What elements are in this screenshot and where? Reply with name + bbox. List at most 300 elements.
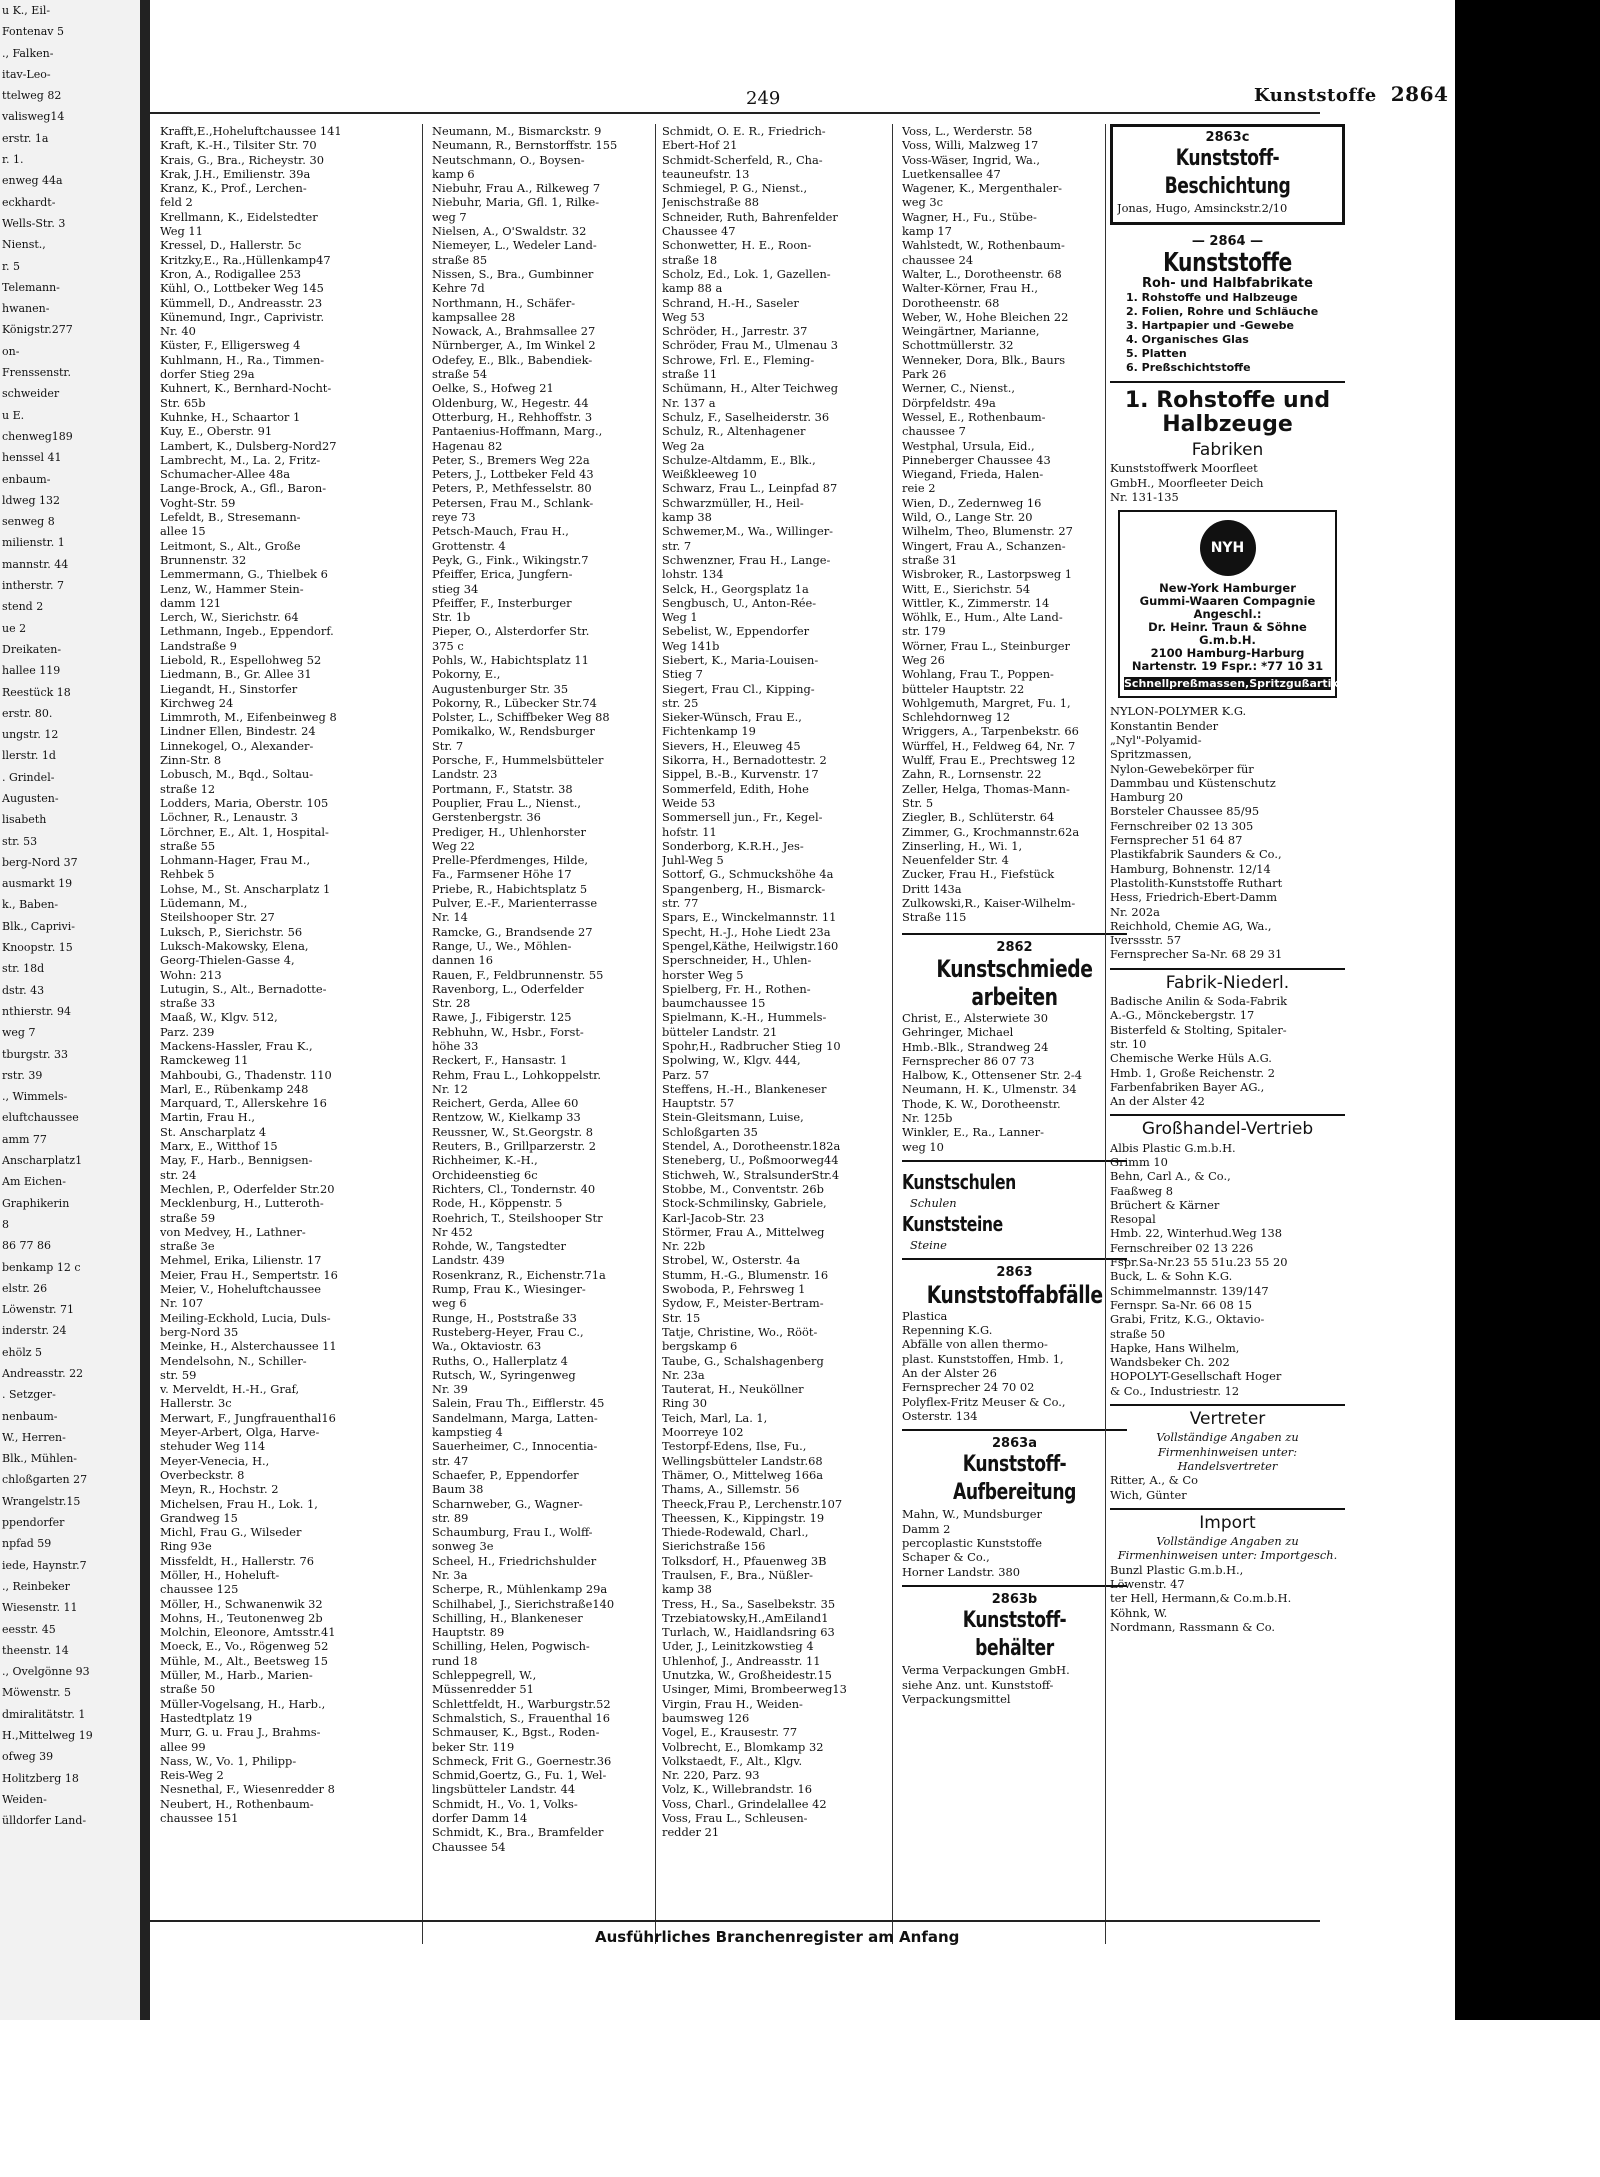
section-title: Kunstschulen	[902, 1169, 1016, 1194]
list-item: Wahlstedt, W., Rothenbaum-	[902, 238, 1065, 253]
list-item: Niebuhr, Frau A., Rilkeweg 7	[432, 181, 601, 196]
list-item: Weingärtner, Marianne,	[902, 324, 1040, 339]
list-item: lisabeth	[2, 813, 47, 827]
list-item: Uder, J., Leinitzkowstieg 4	[662, 1639, 814, 1654]
list-item: Lutugin, S., Alt., Bernadotte-	[160, 981, 327, 996]
list-item: Verpackungsmittel	[902, 1691, 1011, 1706]
list-item: Krafft,E.,Hoheluftchaussee 141	[160, 124, 342, 138]
list-item: Kuhlmann, H., Ra., Timmen-	[160, 352, 325, 367]
list-item: Pulver, E.-F., Marienterrasse	[432, 896, 598, 911]
list-item: lingsbütteler Landstr. 44	[432, 1782, 576, 1797]
list-item: Gehringer, Michael	[902, 1025, 1014, 1040]
list-item: & Co., Industriestr. 12	[1110, 1383, 1240, 1398]
list-item: Meier, Frau H., Sempertstr. 16	[160, 1267, 338, 1282]
list-item: on-	[2, 344, 20, 358]
list-item: Horner Landstr. 380	[902, 1564, 1020, 1579]
list-item: str. 25	[662, 695, 699, 710]
list-item: Nr. 23a	[662, 1367, 705, 1382]
list-item: Neuenfelder Str. 4	[902, 853, 1009, 868]
list-item: Volbrecht, E., Blomkamp 32	[662, 1739, 824, 1754]
list-item: Scheel, H., Friedrichshulder	[432, 1553, 597, 1568]
list-item: Köhnk, W.	[1110, 1605, 1168, 1620]
list-item: Tolksdorf, H., Pfauenweg 3B	[662, 1553, 827, 1568]
section-title: Kunststoffe	[1163, 247, 1292, 278]
advertisement	[1118, 510, 1350, 698]
list-item: ppendorfer	[2, 1516, 65, 1530]
list-item: Am Eichen-	[2, 1175, 66, 1189]
list-item: Wien, D., Zedernweg 16	[902, 495, 1042, 510]
list-item: Spielberg, Fr. H., Rothen-	[662, 981, 811, 996]
list-item: Str. 5	[902, 795, 934, 810]
list-item: Telemann-	[2, 280, 60, 294]
list-item: Voss-Wäser, Ingrid, Wa.,	[902, 152, 1040, 167]
list-item: Sommerfeld, Edith, Hohe	[662, 781, 809, 796]
section-title: Kunstschmiede arbeiten	[936, 954, 1093, 1011]
list-item: Fichtenkamp 19	[662, 724, 756, 739]
list-item: Schmeck, Frit G., Goernestr.36	[432, 1753, 612, 1768]
list-item: reye 73	[432, 510, 476, 525]
section-subtitle: Roh- und Halbfabrikate	[1142, 275, 1313, 291]
list-item: Andreasstr. 22	[2, 1367, 84, 1380]
list-item: Blk., Mühlen-	[2, 1452, 78, 1466]
list-item: allee 99	[160, 1739, 206, 1754]
list-item: reie 2	[902, 481, 936, 496]
list-item: An der Alster 42	[1110, 1094, 1205, 1109]
list-item: Plastolith-Kunststoffe Ruthart	[1110, 875, 1283, 890]
list-item: straße 33	[160, 996, 216, 1011]
list-item: Krais, G., Bra., Richeystr. 30	[160, 152, 324, 167]
list-item: damm 121	[160, 595, 222, 610]
page-number: 249	[746, 88, 781, 109]
list-item: Rohde, W., Tangstedter	[432, 1239, 566, 1254]
list-item: Overbeckstr. 8	[160, 1467, 245, 1482]
list-item: Zeller, Helga, Thomas-Mann-	[902, 781, 1070, 796]
list-item: Westphal, Ursula, Eid.,	[902, 438, 1035, 453]
section-title: 1. Rohstoffe und Halbzeuge	[1124, 388, 1331, 438]
section-title: Kunststeine	[902, 1212, 1003, 1237]
list-item: Str. 65b	[160, 395, 206, 410]
list-item: Möller, H., Schwanenwik 32	[160, 1596, 323, 1611]
list-item: Runge, H., Poststraße 33	[432, 1310, 577, 1325]
list-item: Fspr.Sa-Nr.23 55 51u.23 55 20	[1110, 1255, 1288, 1270]
list-item: Reussner, W., St.Georgstr. 8	[432, 1124, 593, 1139]
previous-page-edge	[0, 0, 140, 2020]
list-item: Hmb. 1, Große Reichenstr. 2	[1110, 1065, 1275, 1080]
list-item: Nissen, S., Bra., Gumbinner	[432, 266, 594, 281]
list-item: Vogel, E., Krausestr. 77	[662, 1725, 798, 1740]
list-item: Rosenkranz, R., Eichenstr.71a	[432, 1267, 606, 1282]
list-item: eluftchaussee	[2, 1111, 79, 1125]
list-item: k., Baben-	[2, 898, 59, 912]
list-item: weg 10	[902, 1139, 944, 1154]
list-item: enbaum-	[2, 472, 51, 486]
list-item: Schmidt, O. E. R., Friedrich-	[662, 124, 826, 138]
list-item: ülldorfer Land-	[2, 1814, 87, 1828]
section-title: Fabrik-Niederl.	[1165, 972, 1290, 993]
list-item: Kuy, E., Oberstr. 91	[160, 424, 273, 439]
list-item: 1. Rohstoffe und Halbzeuge	[1126, 291, 1298, 305]
list-item: Graphikerin	[2, 1196, 70, 1210]
list-item: Fernsprecher 51 64 87	[1110, 833, 1243, 848]
list-item: dmiralitätstr. 1	[2, 1707, 86, 1721]
list-item: mannstr. 44	[2, 557, 69, 571]
list-item: chaussee 125	[160, 1582, 239, 1597]
list-item: valisweg14	[2, 110, 65, 124]
list-item: Lefeldt, B., Stresemann-	[160, 510, 301, 525]
list-item: kampsallee 28	[432, 309, 516, 324]
list-item: Lange-Brock, A., Gfl., Baron-	[160, 481, 327, 496]
list-item: Schulz, F., Saselheiderstr. 36	[662, 409, 830, 424]
list-item: Damm 2	[902, 1521, 951, 1536]
list-item: Grimm 10	[1110, 1154, 1168, 1169]
list-item: Kraft, K.-H., Tilsiter Str. 70	[160, 138, 317, 153]
list-item: berg-Nord 37	[2, 855, 78, 869]
list-item: Sonderborg, K.R.H., Jes-	[662, 838, 804, 853]
list-item: Rentzow, W., Kielkamp 33	[432, 1110, 581, 1125]
list-item: Georg-Thielen-Gasse 4,	[160, 953, 295, 968]
list-item: Lenz, W., Hammer Stein-	[160, 581, 304, 596]
list-item: Schimmelmannstr. 139/147	[1110, 1283, 1269, 1298]
list-item: chloßgarten 27	[2, 1473, 88, 1487]
section-subtitle: Steine	[910, 1238, 947, 1253]
list-item: Dreikaten-	[2, 642, 62, 656]
list-item: Weber, W., Hohe Bleichen 22	[902, 309, 1069, 324]
list-item: Sottorf, G., Schmuckshöhe 4a	[662, 867, 834, 882]
list-item: Sikorra, H., Bernadottestr. 2	[662, 753, 827, 768]
list-item: dorfer Stieg 29a	[160, 367, 255, 382]
list-item: Blk., Caprivi-	[2, 919, 75, 933]
list-item: Polyflex-Fritz Meuser & Co.,	[902, 1394, 1066, 1409]
list-item: Nr. 137 a	[662, 395, 716, 410]
list-item: Rawe, J., Fibigerstr. 125	[432, 1010, 572, 1025]
list-item: Nr. 12	[432, 1081, 468, 1096]
list-item: dorfer Damm 14	[432, 1811, 528, 1826]
list-item: Ring 93e	[160, 1539, 212, 1554]
running-head-code: 2864	[1390, 82, 1449, 106]
list-item: Mühle, M., Alt., Beetsweg 15	[160, 1653, 328, 1668]
list-item: Lörchner, E., Alt. 1, Hospital-	[160, 824, 329, 839]
list-item: Schottmüllerstr. 32	[902, 338, 1014, 353]
list-item: Mecklenburg, H., Lutteroth-	[160, 1196, 324, 1211]
list-item: str. 7	[662, 538, 692, 553]
list-item: weg 7	[432, 209, 467, 224]
list-item: Hess, Friedrich-Ebert-Damm	[1110, 890, 1278, 905]
list-item: Kressel, D., Hallerstr. 5c	[160, 238, 302, 253]
list-item: Nr. 3a	[432, 1567, 468, 1582]
list-item: Möller, H., Hoheluft-	[160, 1567, 280, 1582]
list-item: Störmer, Frau A., Mittelweg	[662, 1224, 825, 1239]
list-item: Sommersell jun., Fr., Kegel-	[662, 810, 823, 825]
list-item: Selck, H., Georgsplatz 1a	[662, 581, 809, 596]
list-item: str. 53	[2, 834, 38, 848]
list-item: weg 6	[432, 1296, 467, 1311]
list-item: Martin, Frau H.,	[160, 1110, 255, 1125]
list-item: Voss, Willi, Malzweg 17	[902, 138, 1039, 153]
list-item: Peyk, G., Fink., Wikingstr.7	[432, 552, 589, 567]
list-item: straße 50	[1110, 1326, 1166, 1341]
list-item: Liedmann, B., Gr. Allee 31	[160, 667, 312, 682]
list-item: Dörpfeldstr. 49a	[902, 395, 996, 410]
scan-border	[1455, 0, 1600, 2020]
list-item: Frenssenstr.	[2, 366, 71, 380]
list-item: Müller, M., Harb., Marien-	[160, 1668, 313, 1683]
list-item: Sierichstraße 156	[662, 1539, 766, 1554]
list-item: Plastica	[902, 1308, 948, 1323]
list-item: Pinneberger Chaussee 43	[902, 452, 1051, 467]
list-item: straße 11	[662, 367, 718, 382]
list-item: 86 77 86	[2, 1239, 51, 1253]
list-item: Schröder, Frau M., Ulmenau 3	[662, 338, 839, 353]
list-item: 4. Organisches Glas	[1126, 333, 1249, 347]
list-item: Limmroth, M., Eifenbeinweg 8	[160, 710, 337, 725]
list-item: Nielsen, A., O'Swaldstr. 32	[432, 224, 587, 239]
list-item: Krak, J.H., Emilienstr. 39a	[160, 166, 311, 181]
list-item: Brüchert & Kärner	[1110, 1197, 1220, 1212]
list-item: Northmann, H., Schäfer-	[432, 295, 576, 310]
list-item: kamp 38	[662, 510, 712, 525]
list-item: rstr. 39	[2, 1068, 43, 1082]
list-item: Hamburg 20	[1110, 790, 1184, 805]
list-item: Fernsprecher Sa-Nr. 68 29 31	[1110, 947, 1283, 962]
list-item: Hauptstr. 57	[662, 1096, 735, 1111]
list-item: str. 89	[432, 1510, 469, 1525]
list-item: Stendel, A., Dorotheenstr.182a	[662, 1139, 841, 1154]
list-item: Walter, L., Dorotheenstr. 68	[902, 266, 1062, 281]
list-item: Maaß, W., Klgv. 512,	[160, 1010, 278, 1025]
list-item: hofstr. 11	[662, 824, 717, 839]
list-item: Liebold, R., Espellohweg 52	[160, 652, 322, 667]
list-item: ue 2	[2, 621, 27, 635]
list-item: Nr. 125b	[902, 1111, 953, 1125]
list-item: Borsteler Chaussee 85/95	[1110, 804, 1260, 819]
list-item: Pohls, W., Habichtsplatz 11	[432, 652, 589, 667]
list-item: Teich, Marl, La. 1,	[662, 1410, 768, 1425]
list-item: Mehmel, Erika, Lilienstr. 17	[160, 1253, 322, 1268]
list-item: Scholz, Ed., Lok. 1, Gazellen-	[662, 266, 831, 281]
list-item: Faaßweg 8	[1110, 1183, 1173, 1198]
list-item: Rump, Frau K., Wiesinger-	[432, 1282, 586, 1297]
list-item: Wriggers, A., Tarpenbekstr. 66	[902, 724, 1079, 739]
list-item: Osterstr. 134	[902, 1408, 978, 1423]
list-item: Peter, S., Bremers Weg 22a	[432, 452, 590, 467]
list-item: Iverssstr. 57	[1110, 933, 1182, 948]
list-item: Zinn-Str. 8	[160, 753, 222, 768]
list-item: Molchin, Eleonore, Amtsstr.41	[160, 1625, 336, 1640]
list-item: str. 47	[432, 1453, 469, 1468]
column-4	[902, 124, 1127, 1714]
list-item: May, F., Harb., Bennigsen-	[160, 1153, 313, 1168]
list-item: chaussee 7	[902, 424, 966, 439]
list-item: Sieker-Wünsch, Frau E.,	[662, 710, 802, 725]
list-item: Volkstaedt, F., Alt., Klgv.	[662, 1753, 803, 1768]
list-item: Gerstenbergstr. 36	[432, 810, 541, 825]
list-item: Richheimer, K.-H.,	[432, 1153, 538, 1168]
list-item: Richters, Cl., Tondernstr. 40	[432, 1181, 596, 1196]
list-item: rund 18	[432, 1653, 478, 1668]
list-item: Ramcke, G., Brandsende 27	[432, 924, 593, 939]
list-item: GmbH., Moorfleeter Deich	[1110, 475, 1264, 490]
list-item: Weißkleeweg 10	[662, 467, 757, 482]
list-item: Schmidt, K., Bra., Bramfelder	[432, 1825, 604, 1840]
list-item: Meyn, R., Hochstr. 2	[160, 1482, 279, 1497]
category-list	[1110, 291, 1345, 375]
list-item: Brunnenstr. 32	[160, 552, 247, 567]
list-item: Lemmermann, G., Thielbek 6	[160, 567, 328, 582]
section-title: Kunststoff-Beschichtung	[1164, 146, 1291, 200]
list-item: Landstraße 9	[160, 638, 237, 653]
list-item: Schilling, H., Blankeneser	[432, 1610, 583, 1625]
list-item: feld 2	[160, 195, 193, 210]
list-item: Holitzberg 18	[2, 1771, 79, 1785]
list-item: Lambrecht, M., La. 2, Fritz-	[160, 452, 321, 467]
list-item: Sydow, F., Meister-Bertram-	[662, 1296, 824, 1311]
list-item: straße 85	[432, 252, 488, 267]
list-item: Petsch-Mauch, Frau H.,	[432, 524, 569, 539]
list-item: Wilhelm, Theo, Blumenstr. 27	[902, 524, 1073, 539]
section-code: 2862	[996, 939, 1033, 955]
column-divider	[892, 124, 893, 1944]
list-item: Park 26	[902, 367, 947, 382]
list-item: Spritzmassen,	[1110, 747, 1192, 762]
list-item: iede, Haynstr.7	[2, 1558, 87, 1572]
list-item: senweg 8	[2, 515, 55, 529]
list-item: Ritter, A., & Co	[1110, 1473, 1198, 1488]
list-item: Thams, A., Sillemstr. 56	[662, 1482, 800, 1497]
section-code: 2863	[996, 1265, 1033, 1281]
list-item: Testorpf-Edens, Ilse, Fu.,	[662, 1439, 807, 1454]
list-item: baumchaussee 15	[662, 996, 766, 1011]
list-item: Petersen, Frau M., Schlank-	[432, 495, 594, 510]
list-item: berg-Nord 35	[160, 1324, 239, 1339]
list-item: Weide 53	[662, 795, 716, 810]
list-item: Hagenau 82	[432, 438, 503, 453]
list-item: Schaefer, P., Eppendorfer	[432, 1467, 579, 1482]
list-item: Meiling-Eckhold, Lucia, Duls-	[160, 1310, 331, 1325]
list-item: Volz, K., Willebrandstr. 16	[662, 1782, 812, 1797]
list-item: chaussee 151	[160, 1811, 239, 1826]
list-item: Meinke, H., Alsterchaussee 11	[160, 1339, 337, 1354]
list-item: Steffens, H.-H., Blankeneser	[662, 1081, 827, 1096]
list-item: eckhardt-	[2, 195, 56, 209]
list-item: Nürnberger, A., Im Winkel 2	[432, 338, 596, 353]
list-item: Verma Verpackungen GmbH.	[902, 1663, 1070, 1678]
list-item: schweider	[2, 387, 60, 401]
list-item: Virgin, Frau H., Weiden-	[662, 1696, 803, 1711]
list-item: Schleppegrell, W.,	[432, 1668, 537, 1683]
list-item: teauneufstr. 13	[662, 166, 750, 181]
directory-page	[150, 0, 1455, 2020]
list-item: Pokorny, E.,	[432, 667, 501, 682]
list-item: kamp 38	[662, 1582, 712, 1597]
list-item: Schmiegel, P. G., Nienst.,	[662, 181, 808, 196]
list-item: Rusteberg-Heyer, Frau C.,	[432, 1324, 584, 1339]
list-item: Range, U., We., Möhlen-	[432, 938, 572, 953]
list-item: Orchideenstieg 6c	[432, 1167, 538, 1182]
list-item: stieg 34	[432, 581, 479, 596]
section-note: Vollständige Angaben zu Firmenhinweisen unter: Importgesch.	[1117, 1534, 1338, 1563]
list-item: straße 55	[160, 838, 216, 853]
list-item: Wich, Günter	[1110, 1487, 1187, 1502]
list-item: Ravenborg, L., Oderfelder	[432, 981, 584, 996]
list-item: Stobbe, M., Conventstr. 26b	[662, 1181, 824, 1196]
list-item: Siebert, K., Maria-Louisen-	[662, 652, 819, 667]
list-item: Straße 115	[902, 910, 967, 925]
list-item: Weg 53	[662, 309, 705, 324]
list-item: Pfeiffer, Erica, Jungfern-	[432, 567, 573, 582]
list-item: Wellingsbütteler Landstr.68	[662, 1453, 823, 1468]
list-item: Schwarzmüller, H., Heil-	[662, 495, 804, 510]
list-item: Gummi-Waaren Compagnie	[1139, 594, 1316, 609]
list-item: Niebuhr, Maria, Gfl. 1, Rilke-	[432, 195, 600, 210]
list-item: Spengel,Käthe, Heilwigstr.160	[662, 938, 839, 953]
list-item: Walter-Körner, Frau H.,	[902, 281, 1039, 296]
list-item: hwanen-	[2, 302, 50, 316]
list-item: Wiegand, Frieda, Halen-	[902, 467, 1044, 482]
list-item: siehe Anz. unt. Kunststoff-	[902, 1677, 1054, 1692]
list-item: Porsche, F., Hummelsbütteler	[432, 753, 604, 768]
list-item: Rode, H., Köppenstr. 5	[432, 1196, 563, 1211]
list-item: Schilhabel, J., Sierichstraße140	[432, 1596, 615, 1611]
list-item: Rehbek 5	[160, 867, 215, 882]
list-item: Stumm, H.-G., Blumenstr. 16	[662, 1267, 829, 1282]
list-item: Wiesenstr. 11	[2, 1601, 78, 1615]
list-item: Thode, K. W., Dorotheenstr.	[902, 1096, 1061, 1111]
list-item: Kümmell, D., Andreasstr. 23	[160, 295, 323, 310]
list-item: Sandelmann, Marga, Latten-	[432, 1410, 598, 1425]
list-item: Str. 28	[432, 996, 471, 1011]
list-item: ter Hell, Hermann,& Co.m.b.H.	[1110, 1591, 1292, 1606]
list-item: Lohse, M., St. Anscharplatz 1	[160, 881, 331, 896]
list-item: Portmann, F., Statstr. 38	[432, 781, 573, 796]
list-item: Schröder, H., Jarrestr. 37	[662, 324, 808, 339]
list-item: 2100 Hamburg-Harburg	[1150, 646, 1305, 661]
list-item: Pfeiffer, F., Insterburger	[432, 595, 572, 610]
list-item: Fernschreiber 02 13 305	[1110, 818, 1254, 833]
list-item: Sievers, H., Eleuweg 45	[662, 738, 801, 753]
list-item: Neumann, M., Bismarckstr. 9	[432, 124, 602, 138]
list-item: Lüdemann, M.,	[160, 896, 248, 911]
list-item: nenbaum-	[2, 1409, 58, 1423]
list-item: Rehm, Frau L., Lohkoppelstr.	[432, 1067, 601, 1082]
list-item: itav-Leo-	[2, 67, 51, 81]
list-item: Kuhnert, K., Bernhard-Nocht-	[160, 381, 332, 396]
list-item: Siegert, Frau Cl., Kipping-	[662, 681, 815, 696]
list-item: Luksch, P., Sierichstr. 56	[160, 924, 303, 939]
list-item: str. 77	[662, 896, 699, 911]
list-item: Spielmann, K.-H., Hummels-	[662, 1010, 827, 1025]
list-item: Schmalstich, S., Frauenthal 16	[432, 1710, 611, 1725]
list-item: Angeschl.:	[1193, 607, 1262, 622]
list-item: Nowack, A., Brahmsallee 27	[432, 324, 596, 339]
list-item: Nr. 40	[160, 324, 196, 339]
list-item: Halbow, K., Ottensener Str. 2-4	[902, 1068, 1082, 1083]
list-item: An der Alster 26	[902, 1365, 997, 1380]
list-item: Weg 26	[902, 652, 945, 667]
list-item: Neutschmann, O., Boysen-	[432, 152, 585, 167]
list-item: Scherpe, R., Mühlenkamp 29a	[432, 1582, 608, 1597]
list-item: Spolwing, W., Klgv. 444,	[662, 1053, 801, 1068]
list-item: Nass, W., Vo. 1, Philipp-	[160, 1753, 297, 1768]
list-item: Reestück 18	[2, 685, 71, 699]
list-item: Wisbroker, R., Lastorpsweg 1	[902, 567, 1072, 582]
list-item: Kehre 7d	[432, 281, 485, 296]
list-item: Fernschreiber 02 13 226	[1110, 1240, 1254, 1255]
list-item: Kuhnke, H., Schaartor 1	[160, 409, 301, 424]
list-item: Oldenburg, W., Hegestr. 44	[432, 395, 589, 410]
list-item: Marl, E., Rübenkamp 248	[160, 1081, 309, 1096]
list-item: v. Merveldt, H.-H., Graf,	[160, 1382, 300, 1397]
list-item: Pomikalko, W., Rendsburger	[432, 724, 595, 739]
